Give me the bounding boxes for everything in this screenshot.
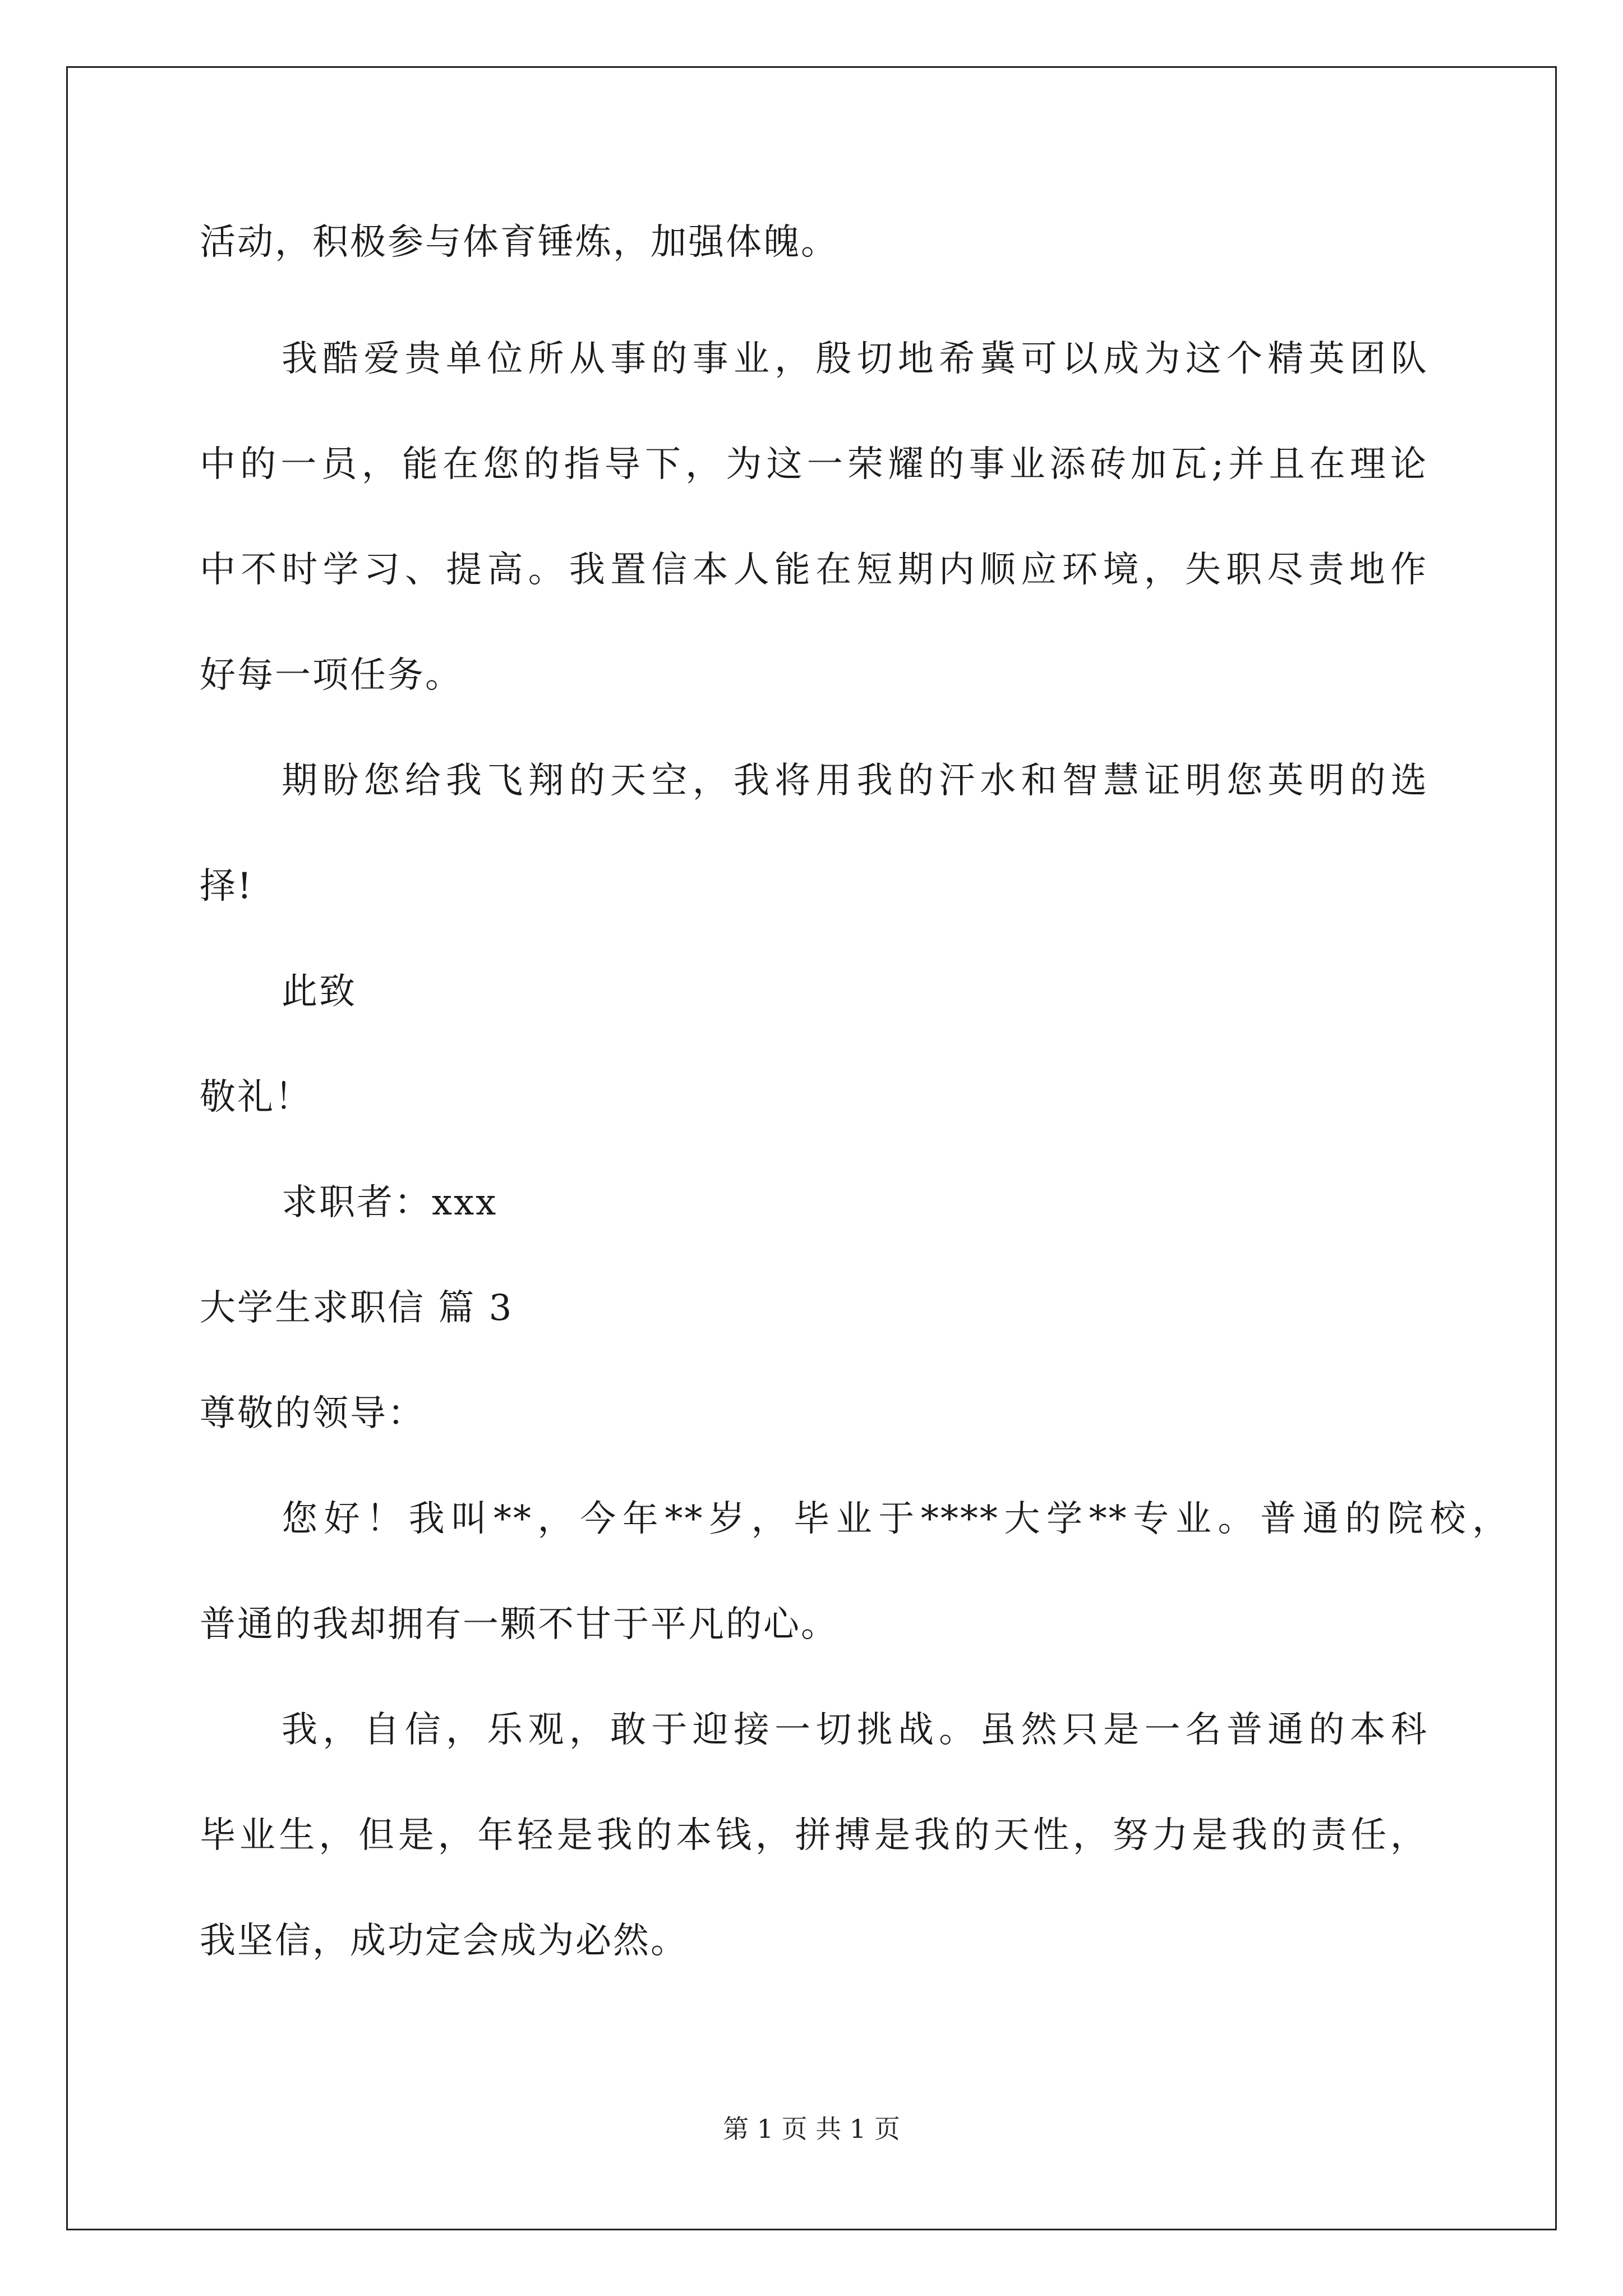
text-line: 中不时学习、提高。我置信本人能在短期内顺应环境，失职尽责地作 (200, 549, 1428, 591)
text-line: 普通的我却拥有一颗不甘于平凡的心。 (200, 1604, 838, 1645)
text-line: 您好！我叫**，今年**岁，毕业于****大学**专业。普通的院校， (282, 1498, 1510, 1540)
section-heading: 大学生求职信 篇 3 (200, 1287, 514, 1329)
text-line: 求职者：xxx (282, 1182, 498, 1223)
text-line: 期盼您给我飞翔的天空，我将用我的汗水和智慧证明您英明的选 (282, 760, 1428, 802)
text-line: 此致 (282, 971, 357, 1013)
text-line: 我，自信，乐观，敢于迎接一切挑战。虽然只是一名普通的本科 (282, 1709, 1428, 1751)
text-line: 择! (200, 866, 253, 907)
page-number: 第 1 页 共 1 页 (723, 2114, 900, 2144)
text-line: 好每一项任务。 (200, 655, 463, 696)
text-line: 尊敬的领导： (200, 1393, 425, 1434)
text-line: 敬礼！ (200, 1076, 312, 1118)
text-line: 我坚信，成功定会成为必然。 (200, 1920, 688, 1962)
text-line: 我酷爱贵单位所从事的事业，殷切地希冀可以成为这个精英团队 (282, 338, 1428, 380)
page-border (66, 66, 1557, 2230)
text-line: 中的一员，能在您的指导下，为这一荣耀的事业添砖加瓦;并且在理论 (200, 444, 1428, 485)
text-line: 毕业生，但是，年轻是我的本钱，拼搏是我的天性，努力是我的责任， (200, 1815, 1428, 1856)
text-line: 活动，积极参与体育锤炼，加强体魄。 (200, 222, 838, 263)
